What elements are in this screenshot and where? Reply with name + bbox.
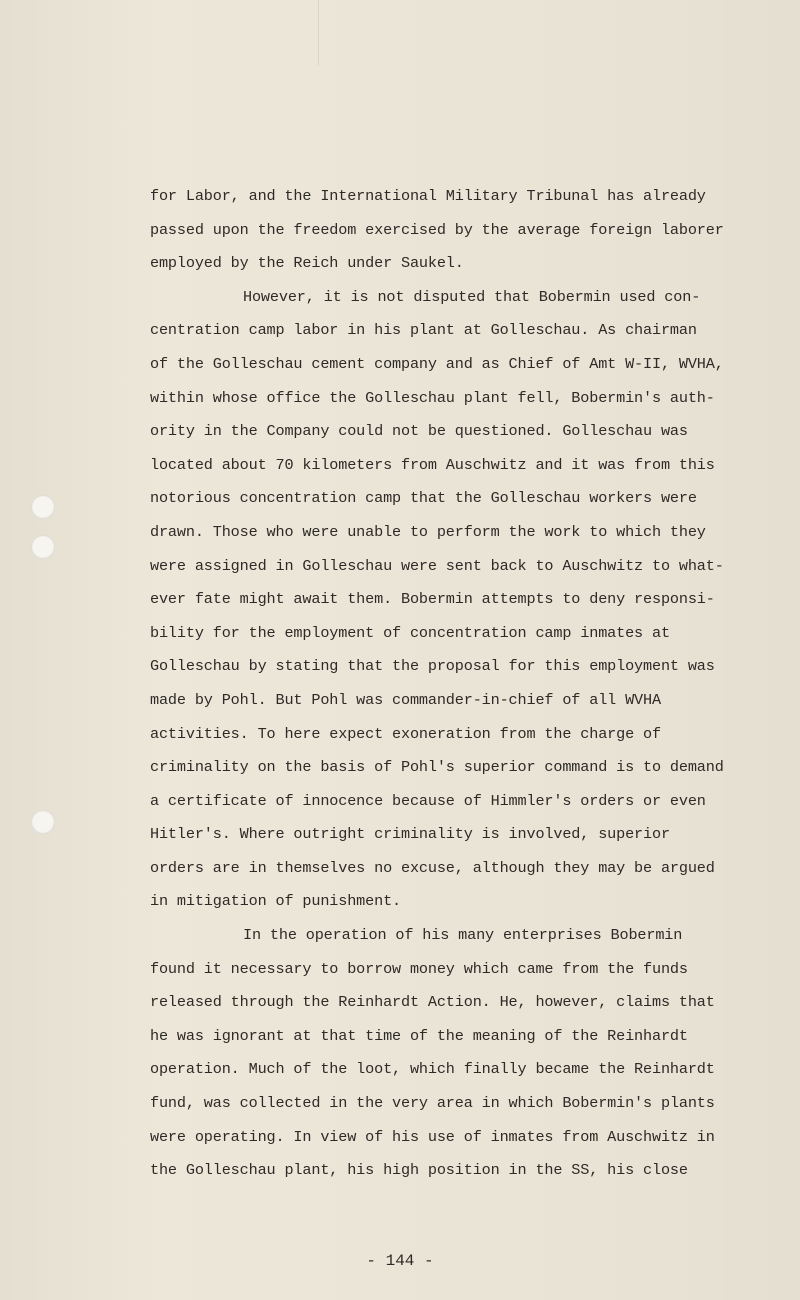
- punch-hole-top: [31, 495, 55, 519]
- text-line: the Golleschau plant, his high position in the SS, his close: [150, 1161, 688, 1180]
- text-line: Hitler's. Where outright criminality is involved, superior: [150, 825, 670, 844]
- text-line: located about 70 kilometers from Auschwitz and it was from this: [150, 455, 715, 474]
- body-text: [150, 180, 724, 1188]
- text-line: activities. To here expect exoneration from the charge of: [150, 724, 661, 743]
- text-line: found it necessary to borrow money which came from the funds: [150, 959, 688, 978]
- text-line: fund, was collected in the very area in which Bobermin's plants: [150, 1094, 715, 1113]
- text-line: operation. Much of the loot, which finally became the Reinhardt: [150, 1060, 715, 1079]
- text-line: bility for the employment of concentration camp inmates at: [150, 623, 670, 642]
- text-line: were operating. In view of his use of inmates from Auschwitz in: [150, 1127, 715, 1146]
- punch-hole-bottom: [31, 810, 55, 834]
- text-line: criminality on the basis of Pohl's superior command is to demand: [150, 758, 724, 777]
- text-line: ority in the Company could not be questioned. Golleschau was: [150, 422, 688, 441]
- text-line: orders are in themselves no excuse, although they may be argued: [150, 858, 715, 877]
- text-line: employed by the Reich under Saukel.: [150, 254, 464, 273]
- text-line: notorious concentration camp that the Golleschau workers were: [150, 489, 697, 508]
- page-number: - 144 -: [366, 1252, 434, 1270]
- text-line: within whose office the Golleschau plant fell, Bobermin's auth-: [150, 388, 715, 407]
- text-line: centration camp labor in his plant at Golleschau. As chairman: [150, 321, 697, 340]
- text-line: passed upon the freedom exercised by the average foreign laborer: [150, 220, 724, 239]
- text-line: made by Pohl. But Pohl was commander-in-chief of all WVHA: [150, 690, 661, 709]
- paragraph-start-line: However, it is not disputed that Bobermin used con-: [243, 287, 701, 306]
- paper-fold-mark: [318, 0, 319, 65]
- punch-hole-middle: [31, 535, 55, 559]
- text-line: a certificate of innocence because of Himmler's orders or even: [150, 791, 706, 810]
- text-line: of the Golleschau cement company and as Chief of Amt W-II, WVHA,: [150, 354, 724, 373]
- text-line: for Labor, and the International Military Tribunal has already: [150, 187, 706, 205]
- text-line: ever fate might await them. Bobermin attempts to deny responsi-: [150, 590, 715, 609]
- paragraph-start-line: In the operation of his many enterprises Bobermin: [243, 926, 683, 945]
- text-line: Golleschau by stating that the proposal for this employment was: [150, 657, 715, 676]
- text-line: were assigned in Golleschau were sent back to Auschwitz to what-: [150, 556, 724, 575]
- text-line: released through the Reinhardt Action. He, however, claims that: [150, 993, 715, 1012]
- text-line: in mitigation of punishment.: [150, 892, 401, 911]
- text-line: drawn. Those who were unable to perform the work to which they: [150, 522, 706, 541]
- text-line: he was ignorant at that time of the meaning of the Reinhardt: [150, 1026, 688, 1045]
